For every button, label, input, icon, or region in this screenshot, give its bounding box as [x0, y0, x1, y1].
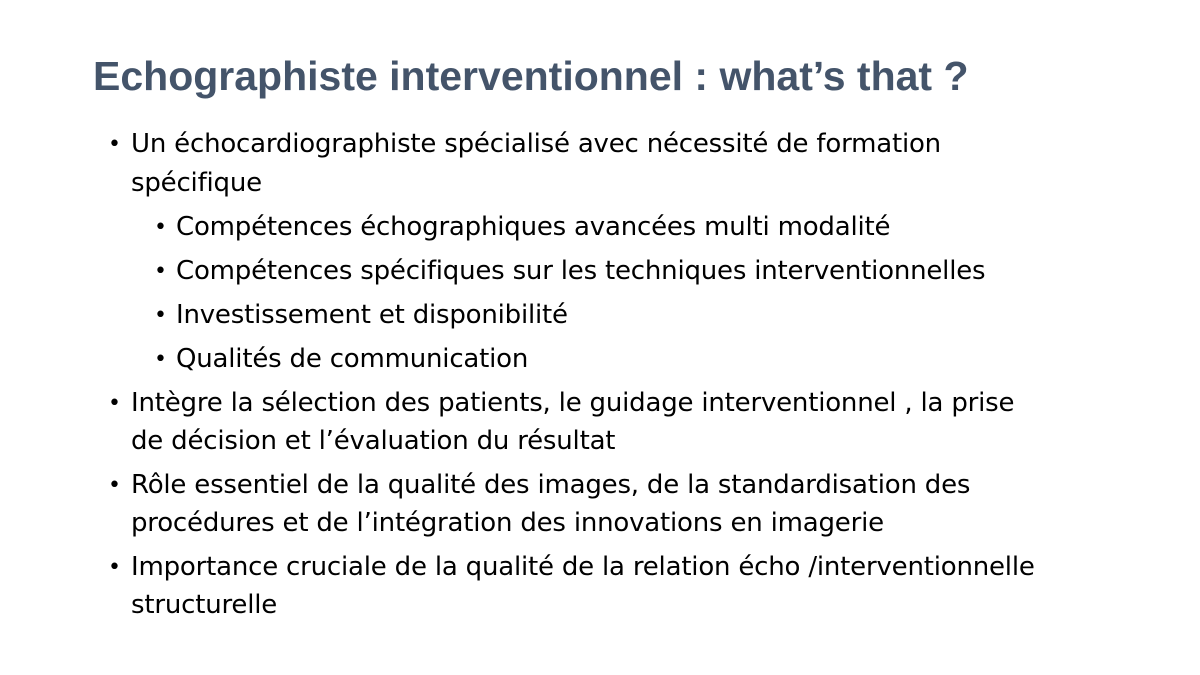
bullet-item	[108, 467, 971, 504]
bullet-item	[108, 385, 1015, 422]
bullet-continuation	[131, 165, 262, 202]
bullet-dot-icon: •	[108, 473, 121, 498]
sub-bullet-item	[154, 297, 568, 334]
bullet-text: Rôle essentiel de la qualité des images, de la standardisation des	[131, 470, 971, 500]
bullet-dot-icon: •	[154, 215, 167, 240]
bullet-dot-icon: •	[108, 555, 121, 580]
bullet-continuation	[131, 505, 884, 542]
bullet-continuation	[131, 587, 277, 624]
bullet-text: spécifique	[131, 168, 262, 198]
bullet-text: Intègre la sélection des patients, le guidage interventionnel , la prise	[131, 388, 1015, 418]
sub-bullet-item	[154, 253, 986, 290]
bullet-text: Un échocardiographiste spécialisé avec nécessité de formation	[131, 129, 941, 159]
sub-bullet-text: Compétences spécifiques sur les techniques interventionnelles	[176, 256, 986, 286]
sub-bullet-text: Compétences échographiques avancées multi modalité	[176, 212, 891, 242]
bullet-text: procédures et de l’intégration des innovations en imagerie	[131, 508, 884, 538]
bullet-text: Importance cruciale de la qualité de la relation écho /interventionnelle	[131, 552, 1035, 582]
bullet-dot-icon: •	[154, 347, 167, 372]
bullet-text: structurelle	[131, 590, 278, 620]
slide-title: Echographiste interventionnel : what’s that ?	[93, 53, 969, 99]
sub-bullet-item	[154, 341, 529, 378]
sub-bullet-text: Qualités de communication	[176, 344, 529, 374]
sub-bullet-item	[154, 209, 891, 246]
sub-bullet-text: Investissement et disponibilité	[176, 300, 568, 330]
bullet-dot-icon: •	[108, 132, 121, 157]
bullet-continuation	[131, 423, 615, 460]
bullet-dot-icon: •	[108, 391, 121, 416]
bullet-item	[108, 549, 1035, 586]
bullet-dot-icon: •	[154, 259, 167, 284]
bullet-item	[108, 126, 941, 163]
bullet-text: de décision et l’évaluation du résultat	[131, 426, 616, 456]
bullet-dot-icon: •	[154, 303, 167, 328]
